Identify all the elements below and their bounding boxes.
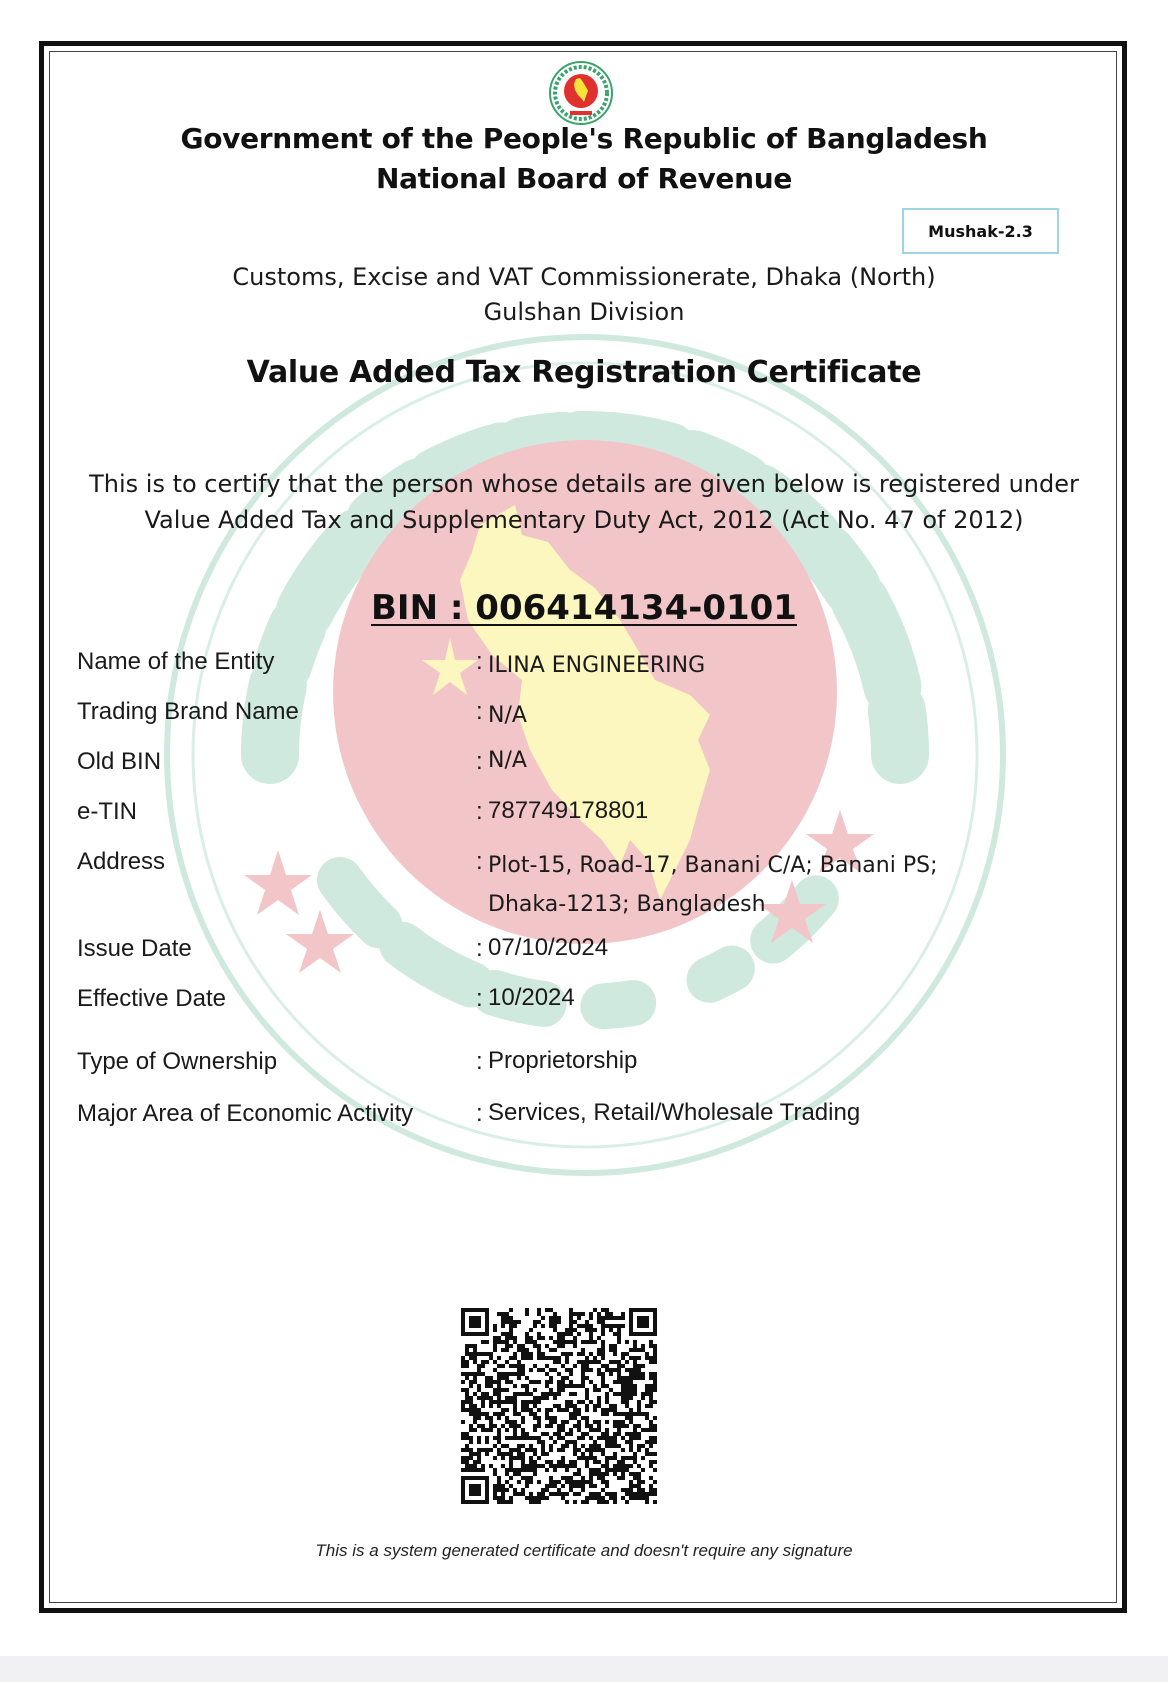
qr-code-icon <box>461 1308 657 1504</box>
field-value-address-line-2: Dhaka-1213; Bangladesh <box>488 892 766 917</box>
certificate-title: Value Added Tax Registration Certificate <box>246 355 922 390</box>
field-separator: : <box>476 935 483 962</box>
field-label-effective-date: Effective Date <box>77 985 226 1012</box>
system-generated-note: This is a system generated certificate and doesn't require any signature <box>315 1541 853 1560</box>
field-separator: : <box>476 798 483 825</box>
field-value-etin: 787749178801 <box>488 797 649 824</box>
field-label-address: Address <box>77 848 166 875</box>
field-separator: : <box>476 698 483 725</box>
board-title: National Board of Revenue <box>375 162 793 195</box>
field-value-entity-name: ILINA ENGINEERING <box>488 653 706 678</box>
field-label-trading-brand: Trading Brand Name <box>77 698 299 725</box>
field-label-issue-date: Issue Date <box>77 935 192 962</box>
viewer-bottom-band <box>0 1656 1168 1682</box>
field-label-ownership-type: Type of Ownership <box>77 1048 278 1075</box>
field-separator: : <box>476 848 483 875</box>
field-value-effective-date: 10/2024 <box>488 984 575 1011</box>
division-name: Gulshan Division <box>483 298 685 326</box>
field-label-old-bin: Old BIN <box>77 748 162 775</box>
field-label-entity-name: Name of the Entity <box>77 648 275 675</box>
field-label-economic-activity: Major Area of Economic Activity <box>77 1100 414 1127</box>
field-separator: : <box>476 1048 483 1075</box>
certification-statement-line-1: This is to certify that the person whose details are given below is registered under <box>89 470 1079 498</box>
field-value-ownership-type: Proprietorship <box>488 1047 638 1074</box>
field-value-trading-brand: N/A <box>488 703 527 728</box>
field-value-issue-date: 07/10/2024 <box>488 934 609 961</box>
field-value-address-line-1: Plot-15, Road-17, Banani C/A; Banani PS; <box>488 853 938 878</box>
field-separator: : <box>476 985 483 1012</box>
government-title: Government of the People's Republic of Bangladesh <box>180 122 988 155</box>
field-separator: : <box>476 648 483 675</box>
field-separator: : <box>476 748 483 775</box>
field-separator: : <box>476 1100 483 1127</box>
government-emblem-icon <box>548 60 614 126</box>
certification-statement-line-2: Value Added Tax and Supplementary Duty Act, 2012 (Act No. 47 of 2012) <box>144 506 1024 534</box>
field-label-etin: e-TIN <box>77 798 137 825</box>
commissionerate-name: Customs, Excise and VAT Commissionerate, Dhaka (North) <box>232 263 936 291</box>
bin-number: BIN : 006414134-0101 <box>371 588 797 628</box>
field-value-old-bin: N/A <box>488 748 527 773</box>
form-code-badge: Mushak-2.3 <box>902 208 1059 254</box>
field-value-economic-activity: Services, Retail/Wholesale Trading <box>488 1099 861 1126</box>
